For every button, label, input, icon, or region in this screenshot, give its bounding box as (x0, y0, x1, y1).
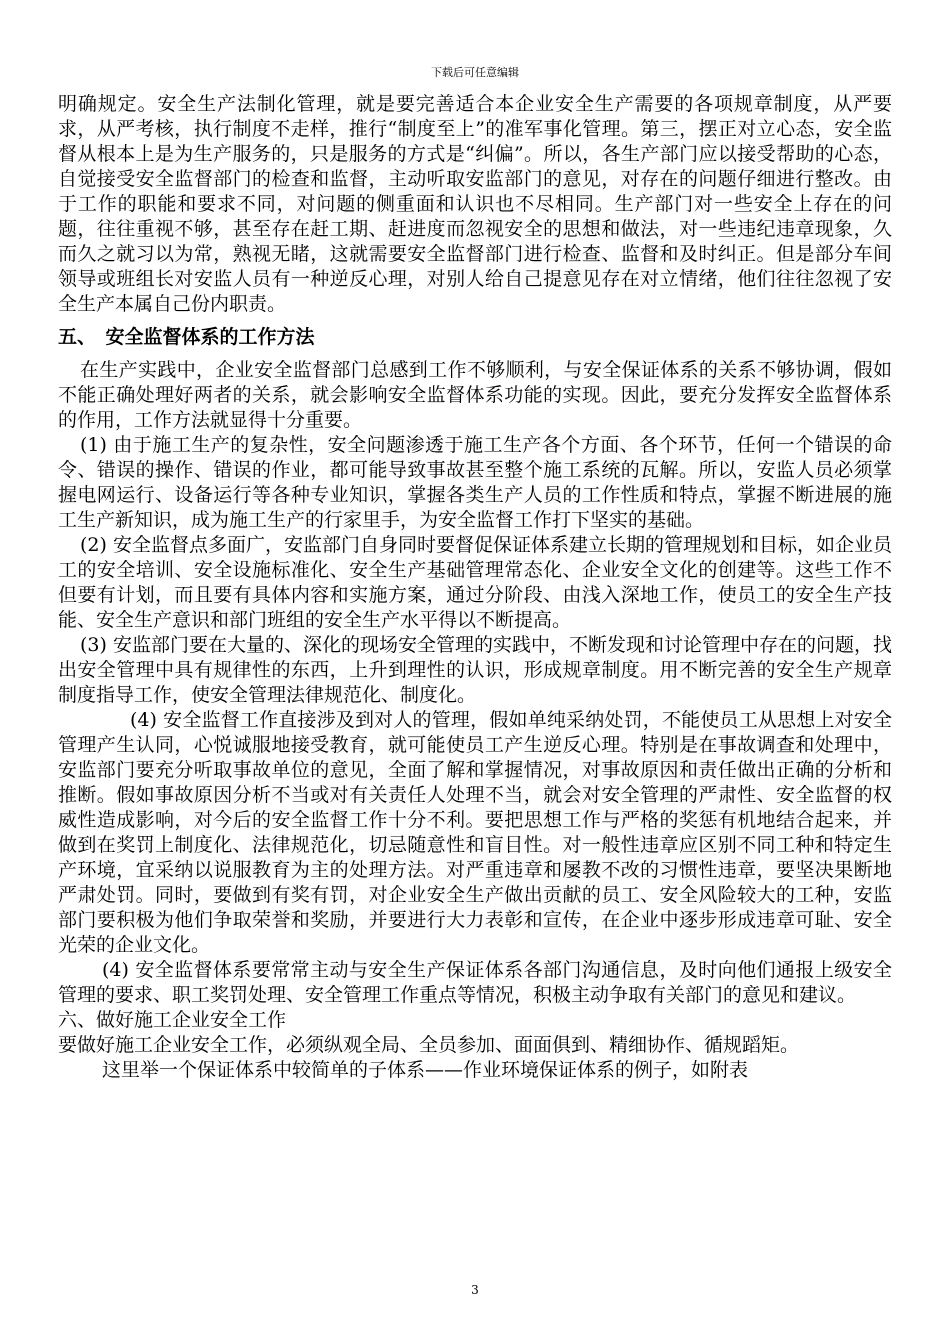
paragraph-4: 这里举一个保证体系中较简单的子体系——作业环境保证体系的例子，如附表 (102, 1059, 749, 1081)
section-heading-5: 五、 安全监督体系的工作方法 (58, 326, 315, 348)
paragraph-2: 在生产实践中，企业安全监督部门总感到工作不够顺利，与安全保证体系的关系不够协调，假如不能正确处理好两者的关系，就会影响安全监督体系功能的实现。因此，要充分发挥安全监督体系的作用，工作方法就显得十分重要。 (58, 359, 892, 431)
paragraph-item-4: (4) 安全监督工作直接涉及到对人的管理，假如单纯采纳处罚，不能使员工从思想上对安全管理产生认同，心悦诚服地接受教育，就可能使员工产生逆反心理。特别是在事故调查和处理中，安监部门要充分听取事故单位的意见，全面了解和掌握情况，对事故原因和责任做出正确的分析和推断。假如事故原因分析不当或对有关责任人处理不当，就会对安全管理的严肃性、安全监督的权威性造成影响，对今后的安全监督工作十分不利。要把思想工作与严格的奖惩有机地结合起来，并做到在奖罚上制度化、法律规范化，切忌随意性和盲目性。对一般性违章应区别不同工种和特定生产环境，宜采纳以说服教育为主的处理方法。对严重违章和屡教不改的习惯性违章，要坚决果断地严肃处罚。同时，要做到有奖有罚，对企业安全生产做出贡献的员工、安全风险较大的工种，安监部门要积极为他们争取荣誉和奖励，并要进行大力表彰和宣传，在企业中逐步形成违章可耻、安全光荣的企业文化。 (58, 709, 892, 956)
page-number: 3 (471, 1283, 479, 1297)
paragraph-3: 要做好施工企业安全工作，必须纵观全局、全员参加、面面俱到、精细协作、循规蹈矩。 (58, 1034, 800, 1056)
page-header: 下载后可任意编辑 (431, 66, 519, 79)
document-body (58, 92, 892, 1083)
paragraph-item-1: (1) 由于施工生产的复杂性，安全问题渗透于施工生产各个方面、各个环节，任何一个错误的命令、错误的操作、错误的作业，都可能导致事故甚至整个施工系统的瓦解。所以，安监人员必须掌握电网运行、设备运行等各种专业知识，掌握各类生产人员的工作性质和特点，掌握不断进展的施工生产新知识，成为施工生产的行家里手，为安全监督工作打下坚实的基础。 (58, 434, 892, 531)
paragraph-item-2: (2) 安全监督点多面广，安监部门自身同时要督促保证体系建立长期的管理规划和目标，如企业员工的安全培训、安全设施标准化、安全生产基础管理常态化、企业安全文化的创建等。这些工作不但要有计划，而且要有具体内容和实施方案，通过分阶段、由浅入深地工作，使员工的安全生产技能、安全生产意识和部门班组的安全生产水平得以不断提高。 (58, 534, 892, 631)
paragraph-item-4b: (4) 安全监督体系要常常主动与安全生产保证体系各部门沟通信息，及时向他们通报上级安全管理的要求、职工奖罚处理、安全管理工作重点等情况，积极主动争取有关部门的意见和建议。 (58, 959, 892, 1006)
section-heading-6: 六、做好施工企业安全工作 (58, 1009, 287, 1031)
paragraph-item-3: (3) 安监部门要在大量的、深化的现场安全管理的实践中，不断发现和讨论管理中存在的问题，找出安全管理中具有规律性的东西，上升到理性的认识，形成规章制度。用不断完善的安全生产规章制度指导工作，使安全管理法律规范化、制度化。 (58, 634, 892, 706)
paragraph-1: 明确规定。安全生产法制化管理，就是要完善适合本企业安全生产需要的各项规章制度，从严要求，从严考核，执行制度不走样，推行“制度至上”的准军事化管理。第三，摆正对立心态，安全监督从根本上是为生产服务的，只是服务的方式是“纠偏”。所以，各生产部门应以接受帮助的心态，自觉接受安全监督部门的检查和监督，主动听取安监部门的意见，对存在的问题仔细进行整改。由于工作的职能和要求不同，对问题的侧重面和认识也不尽相同。生产部门对一些安全上存在的问题，往往重视不够，甚至存在赶工期、赶进度而忽视安全的思想和做法，对一些违纪违章现象，久而久之就习以为常，熟视无睹，这就需要安全监督部门进行检查、监督和及时纠正。但是部分车间领导或班组长对安监人员有一种逆反心理，对别人给自己提意见存在对立情绪，他们往往忽视了安全生产本属自己份内职责。 (58, 93, 892, 315)
